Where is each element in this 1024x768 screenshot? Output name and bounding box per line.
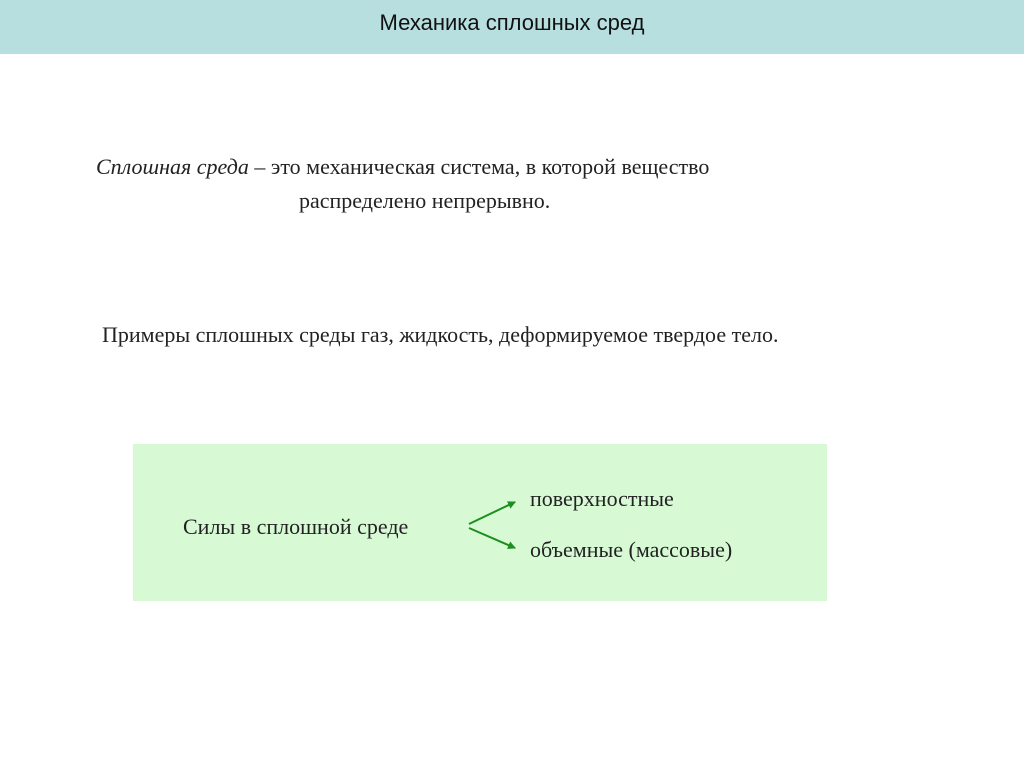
force-type-surface: поверхностные <box>530 486 674 511</box>
definition-term: Сплошная среда <box>96 154 249 179</box>
slide-title: Механика сплошных сред <box>379 10 645 35</box>
force-type-volume: объемные (массовые) <box>530 537 733 562</box>
definition-paragraph <box>96 150 856 218</box>
forces-label: Силы в сплошной среде <box>183 514 409 539</box>
examples-paragraph: Примеры сплошных среды газ, жидкость, деформируемое твердое тело. <box>102 322 779 347</box>
arrow-down-icon <box>469 528 515 548</box>
definition-text-line1: – это механическая система, в которой вещество <box>248 154 710 179</box>
definition-text-line2: распределено непрерывно. <box>299 188 551 213</box>
branch-arrows <box>463 494 523 554</box>
forces-box <box>133 444 827 601</box>
arrow-up-icon <box>469 502 515 524</box>
